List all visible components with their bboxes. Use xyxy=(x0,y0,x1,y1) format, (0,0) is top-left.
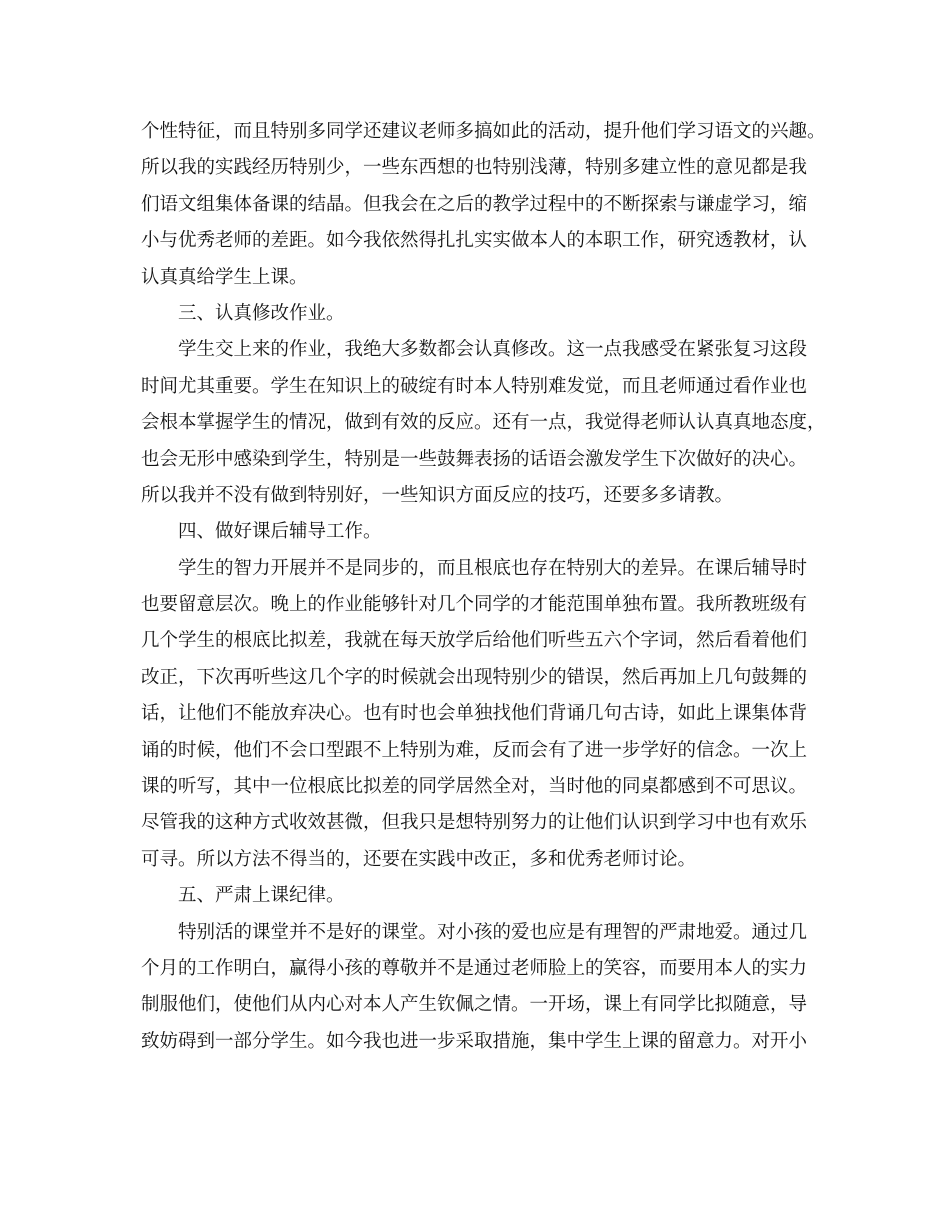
text-line: 话，让他们不能放弃决心。也有时也会单独找他们背诵几句古诗，如此上课集体背 xyxy=(141,703,808,725)
section-heading-4: 四、做好课后辅导工作。 xyxy=(178,521,382,543)
section-heading-5: 五、严肃上课纪律。 xyxy=(178,885,345,907)
text-line: 制服他们，使他们从内心对本人产生钦佩之情。一开场，课上有同学比拟随意，导 xyxy=(141,994,808,1016)
text-line: 尽管我的这种方式收效甚微，但我只是想特别努力的让他们认识到学习中也有欢乐 xyxy=(141,812,808,834)
text-line: 几个学生的根底比拟差，我就在每天放学后给他们听些五六个字词，然后看着他们 xyxy=(141,630,808,652)
text-line: 们语文组集体备课的结晶。但我会在之后的教学过程中的不断探索与谦虚学习，缩 xyxy=(141,193,808,215)
text-line: 个性特征，而且特别多同学还建议老师多搞如此的活动，提升他们学习语文的兴趣。 xyxy=(141,121,826,142)
paragraph-first-line: 学生的智力开展并不是同步的，而且根底也存在特别大的差异。在课后辅导时 xyxy=(178,557,808,579)
text-line: 时间尤其重要。学生在知识上的破绽有时本人特别难发觉，而且老师通过看作业也 xyxy=(141,375,808,397)
text-line: 改正，下次再听些这几个字的时候就会出现特别少的错误，然后再加上几句鼓舞的 xyxy=(141,666,808,688)
text-line: 课的听写，其中一位根底比拟差的同学居然全对，当时他的同桌都感到不可思议。 xyxy=(141,776,808,798)
text-line: 致妨碍到一部分学生。如今我也进一步采取措施，集中学生上课的留意力。对开小 xyxy=(141,1030,808,1052)
document-body xyxy=(141,114,831,1060)
text-line: 所以我并不没有做到特别好，一些知识方面反应的技巧，还要多多请教。 xyxy=(141,484,734,506)
text-line: 认真真给学生上课。 xyxy=(141,266,308,288)
text-line: 也会无形中感染到学生，特别是一些鼓舞表扬的话语会激发学生下次做好的决心。 xyxy=(141,448,808,470)
paragraph-first-line: 特别活的课堂并不是好的课堂。对小孩的爱也应是有理智的严肃地爱。通过几 xyxy=(178,921,808,943)
text-line: 会根本掌握学生的情况，做到有效的反应。还有一点，我觉得老师认认真真地态度， xyxy=(141,412,826,434)
text-line: 可寻。所以方法不得当的，还要在实践中改正，多和优秀老师讨论。 xyxy=(141,848,697,870)
text-line: 个月的工作明白，赢得小孩的尊敬并不是通过老师脸上的笑容，而要用本人的实力 xyxy=(141,957,808,979)
text-line: 也要留意层次。晚上的作业能够针对几个同学的才能范围单独布置。我所教班级有 xyxy=(141,594,808,616)
section-heading-3: 三、认真修改作业。 xyxy=(178,302,345,324)
paragraph-first-line: 学生交上来的作业，我绝大多数都会认真修改。这一点我感受在紧张复习这段 xyxy=(178,339,808,361)
text-line: 诵的时候，他们不会口型跟不上特别为难，反而会有了进一步学好的信念。一次上 xyxy=(141,739,808,761)
text-line: 小与优秀老师的差距。如今我依然得扎扎实实做本人的本职工作，研究透教材，认 xyxy=(141,230,808,252)
text-line: 所以我的实践经历特别少，一些东西想的也特别浅薄，特别多建立性的意见都是我 xyxy=(141,157,808,179)
